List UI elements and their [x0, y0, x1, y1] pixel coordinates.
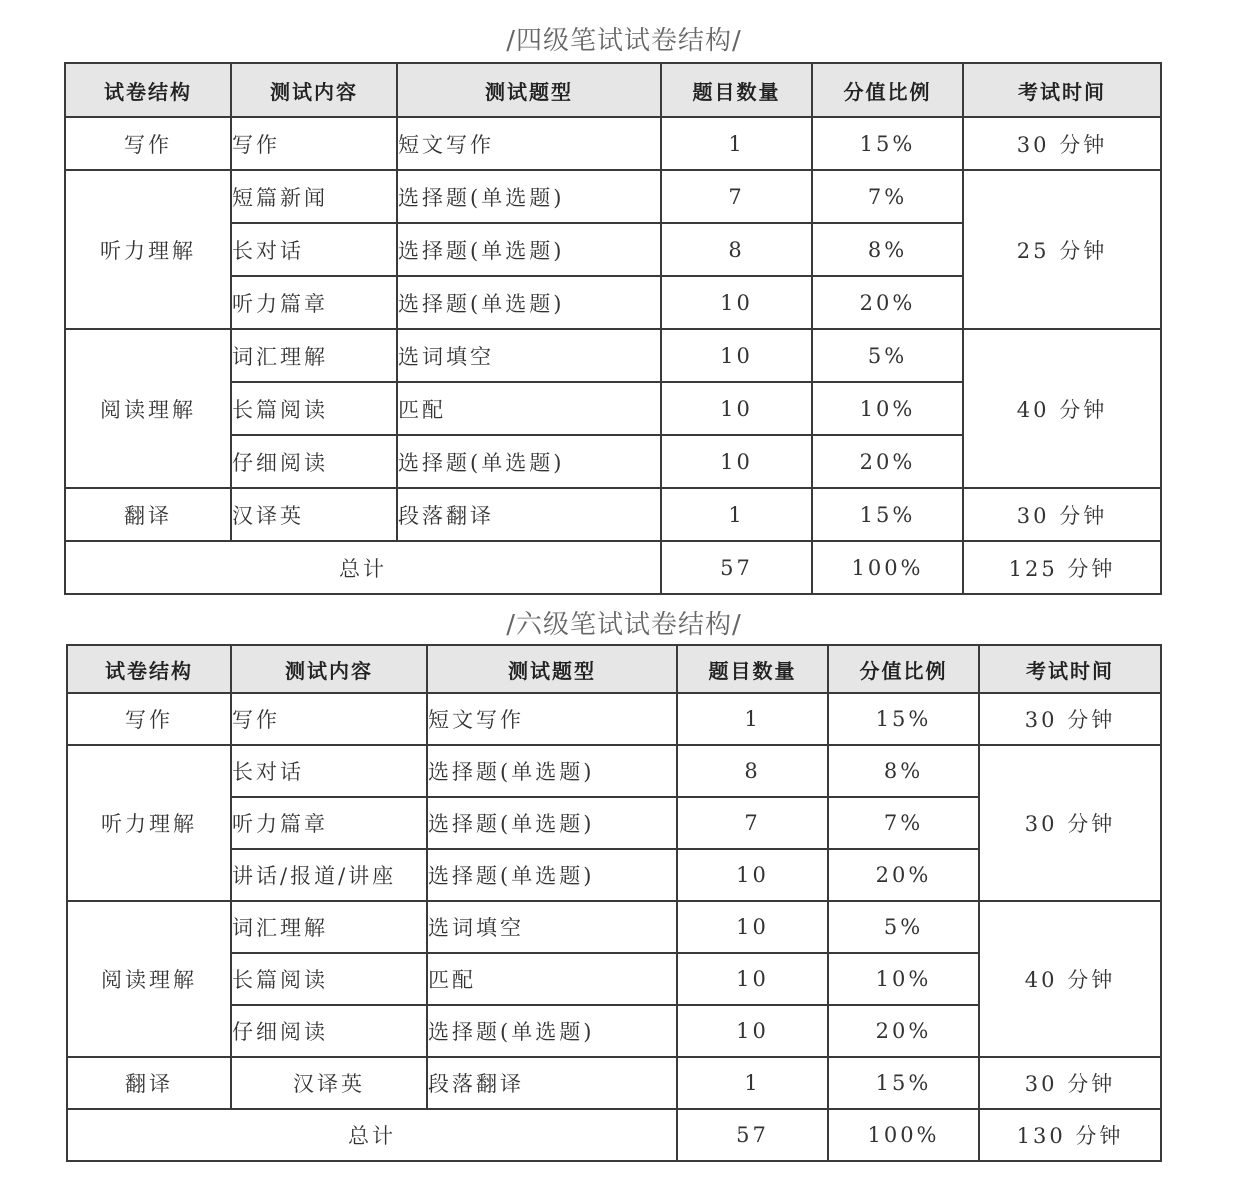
type-cell: 短文写作: [427, 693, 677, 745]
count-cell: 1: [677, 1057, 828, 1109]
count-cell: 7: [677, 797, 828, 849]
count-cell: 10: [661, 435, 812, 488]
content-cell: 写作: [231, 693, 427, 745]
section-cell: 翻译: [67, 1057, 231, 1109]
ratio-cell: 8%: [812, 223, 963, 276]
cet4-structure-table: [64, 62, 1162, 595]
content-cell: 长篇阅读: [231, 382, 397, 435]
content-cell: 写作: [231, 117, 397, 170]
ratio-cell: 15%: [812, 488, 963, 541]
ratio-cell: 10%: [828, 953, 979, 1005]
type-cell: 匹配: [427, 953, 677, 1005]
header-cell: 测试内容: [231, 63, 397, 117]
total-row: [65, 541, 1161, 594]
cet4-caption: /四级笔试试卷结构/: [506, 26, 742, 56]
header-row: [65, 63, 1161, 117]
ratio-cell: 20%: [828, 1005, 979, 1057]
type-cell: 段落翻译: [427, 1057, 677, 1109]
count-cell: 10: [677, 901, 828, 953]
type-cell: 选择题(单选题): [427, 1005, 677, 1057]
header-cell: 考试时间: [963, 63, 1161, 117]
content-cell: 仔细阅读: [231, 435, 397, 488]
content-cell: 汉译英: [231, 1057, 427, 1109]
content-cell: 讲话/报道/讲座: [231, 849, 427, 901]
table-row: [65, 329, 1161, 382]
header-cell: 题目数量: [661, 63, 812, 117]
section-cell: 阅读理解: [67, 901, 231, 1057]
total-row: [67, 1109, 1161, 1161]
header-cell: 测试题型: [427, 645, 677, 693]
type-cell: 选择题(单选题): [427, 797, 677, 849]
time-cell: 30 分钟: [979, 745, 1161, 901]
cet6-caption: /六级笔试试卷结构/: [506, 610, 742, 640]
content-cell: 长对话: [231, 745, 427, 797]
content-cell: 听力篇章: [231, 276, 397, 329]
ratio-cell: 15%: [812, 117, 963, 170]
ratio-cell: 15%: [828, 1057, 979, 1109]
count-cell: 10: [677, 849, 828, 901]
section-cell: 写作: [67, 693, 231, 745]
table-row: [67, 1057, 1161, 1109]
total-time: 125 分钟: [963, 541, 1161, 594]
type-cell: 选择题(单选题): [397, 276, 661, 329]
header-row: [67, 645, 1161, 693]
total-ratio: 100%: [812, 541, 963, 594]
header-cell: 测试内容: [231, 645, 427, 693]
ratio-cell: 10%: [812, 382, 963, 435]
ratio-cell: 20%: [812, 435, 963, 488]
ratio-cell: 5%: [812, 329, 963, 382]
content-cell: 听力篇章: [231, 797, 427, 849]
total-ratio: 100%: [828, 1109, 979, 1161]
content-cell: 汉译英: [231, 488, 397, 541]
total-label: 总计: [67, 1109, 677, 1161]
time-cell: 40 分钟: [963, 329, 1161, 488]
header-cell: 试卷结构: [65, 63, 231, 117]
time-cell: 30 分钟: [963, 488, 1161, 541]
count-cell: 1: [661, 488, 812, 541]
time-cell: 30 分钟: [979, 1057, 1161, 1109]
ratio-cell: 20%: [812, 276, 963, 329]
count-cell: 8: [661, 223, 812, 276]
ratio-cell: 8%: [828, 745, 979, 797]
total-count: 57: [677, 1109, 828, 1161]
type-cell: 短文写作: [397, 117, 661, 170]
section-cell: 听力理解: [67, 745, 231, 901]
content-cell: 仔细阅读: [231, 1005, 427, 1057]
header-cell: 分值比例: [812, 63, 963, 117]
time-cell: 30 分钟: [963, 117, 1161, 170]
header-cell: 考试时间: [979, 645, 1161, 693]
total-time: 130 分钟: [979, 1109, 1161, 1161]
table-row: [65, 117, 1161, 170]
count-cell: 10: [661, 276, 812, 329]
header-cell: 题目数量: [677, 645, 828, 693]
content-cell: 长对话: [231, 223, 397, 276]
type-cell: 选择题(单选题): [427, 849, 677, 901]
count-cell: 7: [661, 170, 812, 223]
count-cell: 10: [661, 382, 812, 435]
table-row: [65, 170, 1161, 223]
header-cell: 试卷结构: [67, 645, 231, 693]
table-row: [67, 901, 1161, 953]
total-label: 总计: [65, 541, 661, 594]
ratio-cell: 7%: [828, 797, 979, 849]
content-cell: 长篇阅读: [231, 953, 427, 1005]
type-cell: 匹配: [397, 382, 661, 435]
header-cell: 测试题型: [397, 63, 661, 117]
content-cell: 词汇理解: [231, 329, 397, 382]
ratio-cell: 5%: [828, 901, 979, 953]
section-cell: 阅读理解: [65, 329, 231, 488]
count-cell: 1: [677, 693, 828, 745]
total-count: 57: [661, 541, 812, 594]
time-cell: 25 分钟: [963, 170, 1161, 329]
ratio-cell: 20%: [828, 849, 979, 901]
cet6-structure-table: [66, 644, 1162, 1162]
header-cell: 分值比例: [828, 645, 979, 693]
count-cell: 10: [677, 953, 828, 1005]
type-cell: 选择题(单选题): [427, 745, 677, 797]
count-cell: 10: [661, 329, 812, 382]
ratio-cell: 7%: [812, 170, 963, 223]
type-cell: 选择题(单选题): [397, 435, 661, 488]
table-row: [65, 488, 1161, 541]
type-cell: 选词填空: [397, 329, 661, 382]
time-cell: 30 分钟: [979, 693, 1161, 745]
content-cell: 词汇理解: [231, 901, 427, 953]
section-cell: 翻译: [65, 488, 231, 541]
count-cell: 8: [677, 745, 828, 797]
count-cell: 1: [661, 117, 812, 170]
time-cell: 40 分钟: [979, 901, 1161, 1057]
type-cell: 选词填空: [427, 901, 677, 953]
type-cell: 选择题(单选题): [397, 170, 661, 223]
section-cell: 听力理解: [65, 170, 231, 329]
content-cell: 短篇新闻: [231, 170, 397, 223]
ratio-cell: 15%: [828, 693, 979, 745]
section-cell: 写作: [65, 117, 231, 170]
table-row: [67, 693, 1161, 745]
type-cell: 选择题(单选题): [397, 223, 661, 276]
count-cell: 10: [677, 1005, 828, 1057]
type-cell: 段落翻译: [397, 488, 661, 541]
table-row: [67, 745, 1161, 797]
